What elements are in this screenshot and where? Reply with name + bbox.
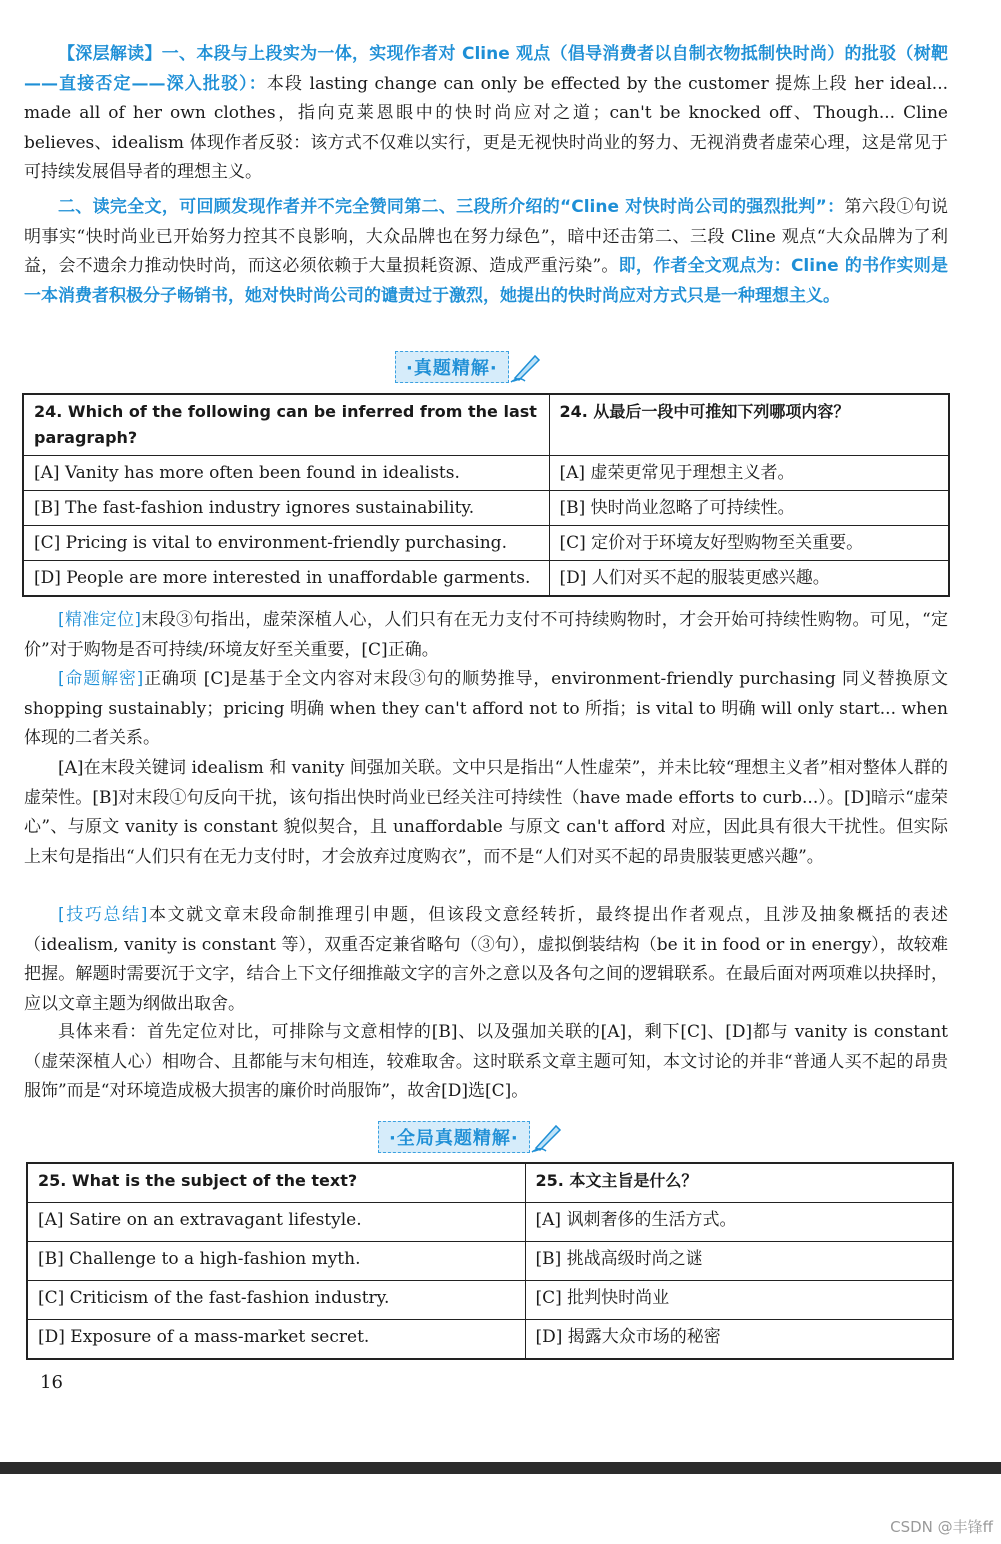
precise-location-tag: [精准定位]	[58, 610, 141, 630]
question-24-table	[22, 393, 950, 597]
question-decode-paragraph	[24, 665, 948, 754]
question-decode-tag: [命题解密]	[58, 669, 144, 689]
q24-option-b-zh: [B] 快时尚业忽略了可持续性。	[549, 491, 949, 526]
specific-analysis-body: 具体来看：首先定位对比，可排除与文意相悖的[B]、以及强加关联的[A]，剩下[C]、[D]都与 vanity is constant（虚荣深植人心）相吻合、且都能与末句相连，较难取舍。这时联系文章主题可知，本文讨论的并非“普通人买不起的昂贵服饰”而是“对环境造成极大损害的廉价时尚服饰”，故舍[D]选[C]。	[24, 1022, 948, 1101]
q25-option-b-zh: [B] 挑战高级时尚之谜	[525, 1242, 953, 1281]
q25-option-a-zh: [A] 讽刺奢侈的生活方式。	[525, 1203, 953, 1242]
table-header-row	[23, 394, 949, 456]
specific-analysis-paragraph	[24, 1018, 948, 1107]
question-decode-body: 正确项 [C]是基于全文内容对末段③句的顺势推导，environment-friendly purchasing 同义替换原文 shopping sustainably；pricing 明确 when they can't afford not to 所指；is vital to 明确 will only start... when 体现的二者关系。	[24, 669, 949, 748]
banner-global-question-label: ·全局真题精解·	[378, 1121, 530, 1153]
distractor-analysis-body: [A]在末段关键词 idealism 和 vanity 间强加关联。文中只是指出“人性虚荣”，并未比较“理想主义者”相对整体人群的虚荣性。[B]对末段①句反向干扰，该句指出快时尚业已经关注可持续性（have made efforts to curb...）。[D]暗示“虚荣心”、与原文 vanity is constant 貌似契合，且 unaffordable 与原文 can't afford 对应，因此具有很大干扰性。但实际上末句是指出“人们只有在无力支付时，才会放弃过度购衣”，而不是“人们对买不起的昂贵服装更感兴趣”。	[24, 758, 948, 867]
full-text-tag: 二、读完全文，可回顾发现作者并不完全赞同第二、三段所介绍的“Cline 对快时尚公司的强烈批判”：	[58, 197, 845, 217]
q25-option-c-zh: [C] 批判快时尚业	[525, 1281, 953, 1320]
q25-option-d-en: [D] Exposure of a mass-market secret.	[27, 1320, 525, 1360]
q24-en-header: 24. Which of the following can be inferred from the last paragraph?	[23, 394, 549, 456]
table-row	[23, 561, 949, 597]
q24-option-c-zh: [C] 定价对于环境友好型购物至关重要。	[549, 526, 949, 561]
precise-location-paragraph	[24, 606, 948, 665]
q24-option-c-en: [C] Pricing is vital to environment-friendly purchasing.	[23, 526, 549, 561]
technique-summary-body: 本文就文章末段命制推理引申题，但该段文意经转折，最终提出作者观点，且涉及抽象概括的表述（idealism, vanity is constant 等），双重否定兼省略句（③句），虚拟倒装结构（be it in food or in energy），故较难把握。解题时需要沉于文字，结合上下文仔细推敲文字的言外之意以及各句之间的逻辑联系。在最后面对两项难以抉择时，应以文章主题为纲做出取舍。	[24, 905, 949, 1014]
deep-analysis-paragraph	[24, 40, 948, 188]
full-text-conclusion: 即，作者全文观点为：Cline 的书作实则是一本消费者积极分子畅销书，她对快时尚公司的谴责过于激烈，她提出的快时尚应对方式只是一种理想主义。	[24, 256, 948, 306]
q25-zh-header: 25. 本文主旨是什么？	[525, 1163, 953, 1203]
q24-option-a-zh: [A] 虚荣更常见于理想主义者。	[549, 456, 949, 491]
table-row	[27, 1281, 953, 1320]
pen-icon	[509, 350, 543, 384]
banner-real-question	[395, 352, 543, 382]
csdn-watermark: CSDN @丰锋ff	[890, 1518, 993, 1536]
page-number: 16	[40, 1372, 63, 1393]
deep-analysis-body: 本段 lasting change can only be effected by the customer 提炼上段 her ideal... made all of her own clothes，指向克莱恩眼中的快时尚应对之道；can't be knocked off、Though... Cline believes、idealism 体现作者反驳：该方式不仅难以实行，更是无视快时尚业的努力、无视消费者虚荣心理，这是常见于可持续发展倡导者的理想主义。	[24, 73, 949, 182]
q24-option-b-en: [B] The fast-fashion industry ignores sustainability.	[23, 491, 549, 526]
q25-option-d-zh: [D] 揭露大众市场的秘密	[525, 1320, 953, 1360]
table-row	[23, 456, 949, 491]
table-row	[27, 1203, 953, 1242]
full-text-paragraph	[24, 193, 948, 311]
q25-option-c-en: [C] Criticism of the fast-fashion industry.	[27, 1281, 525, 1320]
q25-en-header: 25. What is the subject of the text?	[27, 1163, 525, 1203]
precise-location-body: 末段③句指出，虚荣深植人心，人们只有在无力支付不可持续购物时，才会开始可持续性购物。可见，“定价”对于购物是否可持续/环境友好至关重要，[C]正确。	[24, 610, 948, 660]
q24-option-d-zh: [D] 人们对买不起的服装更感兴趣。	[549, 561, 949, 597]
table-row	[27, 1320, 953, 1360]
banner-global-question	[378, 1122, 564, 1152]
table-row	[27, 1242, 953, 1281]
table-header-row	[27, 1163, 953, 1203]
full-text-body: 第六段①句说明事实“快时尚业已开始努力控其不良影响，大众品牌也在努力绿色”，暗中还击第二、三段 Cline 观点“大众品牌为了利益，会不遗余力推动快时尚，而这必须依赖于大量损耗资源、造成严重污染”。	[24, 197, 948, 276]
deep-analysis-tag: 【深层解读】一、本段与上段实为一体，实现作者对 Cline 观点（倡导消费者以自制衣物抵制快时尚）的批驳（树靶——直接否定——深入批驳）：	[24, 44, 948, 94]
q24-option-a-en: [A] Vanity has more often been found in idealists.	[23, 456, 549, 491]
q25-option-b-en: [B] Challenge to a high-fashion myth.	[27, 1242, 525, 1281]
table-row	[23, 491, 949, 526]
pen-icon	[530, 1120, 564, 1154]
q24-option-d-en: [D] People are more interested in unaffordable garments.	[23, 561, 549, 597]
q24-zh-header: 24. 从最后一段中可推知下列哪项内容？	[549, 394, 949, 456]
banner-real-question-label: ·真题精解·	[395, 351, 509, 383]
q25-option-a-en: [A] Satire on an extravagant lifestyle.	[27, 1203, 525, 1242]
question-25-table	[26, 1162, 954, 1360]
page-bottom-edge	[0, 1462, 1001, 1474]
distractor-analysis-paragraph	[24, 754, 948, 872]
table-row	[23, 526, 949, 561]
technique-summary-paragraph	[24, 901, 948, 1019]
technique-summary-tag: [技巧总结]	[58, 905, 148, 925]
